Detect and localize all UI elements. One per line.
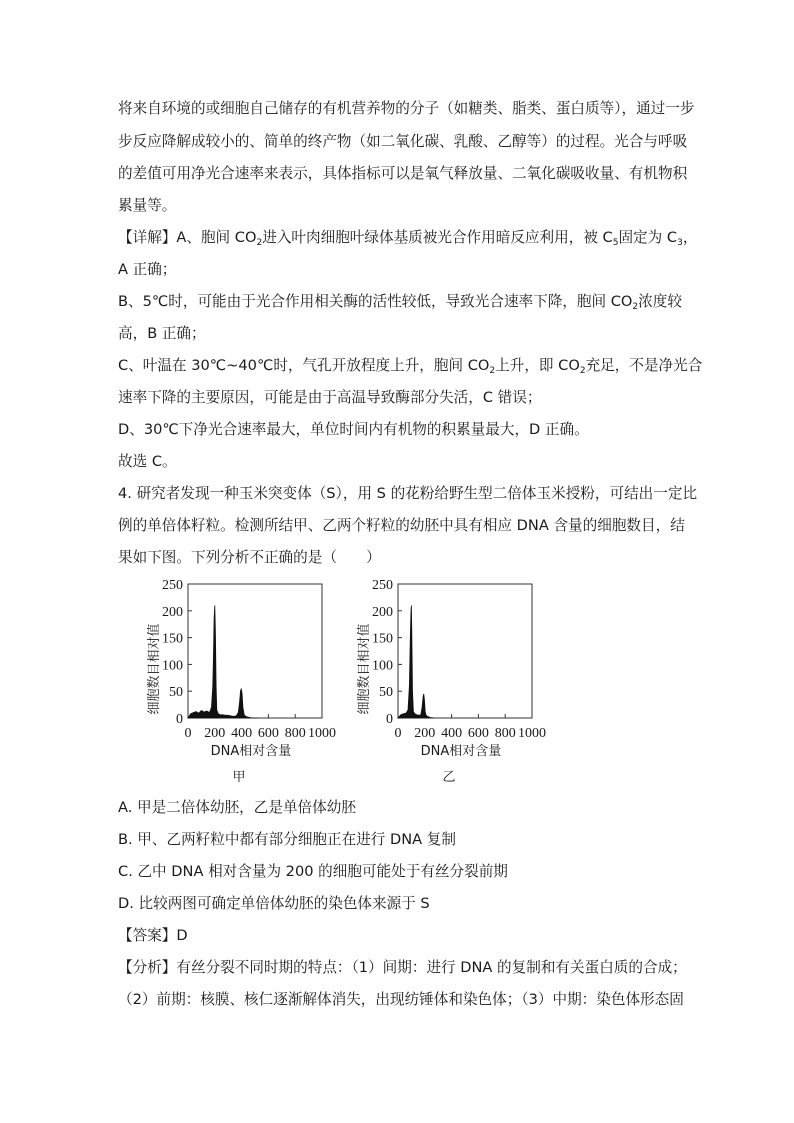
chart-jia [140,572,350,787]
analysis-line: 【分析】有丝分裂不同时期的特点：（1）间期：进行 DNA 的复制和有关蛋白质的合成； [118,959,687,976]
chart-1-caption: 乙 [442,770,456,785]
detail-option-d: D、30℃下净光合速率最大，单位时间内有机物的积累量最大，D 正确。 [118,421,589,438]
chart-0-ytick-label: 50 [169,685,183,701]
detail-option-c: C、叶温在 30℃~40℃时，气孔开放程度上升，胞间 $CO_2$上升，即 $CO_2$充足，不是净光合 [118,357,703,376]
chart-0-xtick-label: 400 [231,726,253,741]
chart-1-xtick-label: 600 [467,726,489,741]
detail-option-b-cont: 高，B 正确； [118,325,206,342]
chart-0-ytick-label: 150 [162,631,183,647]
chart-0-ytick-label: 0 [176,712,183,727]
chart-0-ytick-label: 200 [162,604,183,620]
chart-0-xtick-label: 200 [204,726,226,741]
chart-1-xtick-label: 1000 [518,726,546,741]
chart-1-xlabel: DNA相对含量 [420,744,502,759]
chart-1-xtick-label: 0 [394,726,402,741]
question-text: 果如下图。下列分析不正确的是（ ） [118,549,381,566]
analysis-line: （2）前期：核膜、核仁逐渐解体消失，出现纺锤体和染色体；（3）中期：染色体形态固 [118,991,684,1008]
detail-conclusion: 故选 C。 [118,453,177,470]
chart-1-ytick-label: 250 [372,578,393,593]
chart-1-ylabel: 细胞数目相对值 [357,623,372,715]
answer: 【答案】D [118,927,188,944]
paragraph-line: 步反应降解成较小的、简单的终产物（如二氧化碳、乳酸、乙醇等）的过程。光合与呼吸 [118,133,688,150]
chart-0-ytick-label: 250 [162,578,183,593]
chart-jia-svg [140,572,350,787]
chart-0-xtick-label: 1000 [308,726,336,741]
chart-1-xtick-label: 200 [414,726,436,741]
chart-yi-svg [350,572,560,787]
chart-1-ytick-label: 200 [372,604,393,620]
option-c: C. 乙中 DNA 相对含量为 200 的细胞可能处于有丝分裂前期 [118,863,508,880]
option-a: A. 甲是二倍体幼胚，乙是单倍体幼胚 [118,799,356,816]
chart-1-xtick-label: 800 [494,726,516,741]
chart-0-xtick-label: 800 [284,726,306,741]
chart-0-xtick-label: 0 [184,726,192,741]
paragraph-line: 累量等。 [118,197,177,214]
chart-1-frame [398,584,532,718]
chart-yi [350,572,560,787]
chart-1-ytick-label: 50 [379,685,393,701]
detail-option-c-cont: 速率下降的主要原因，可能是由于高温导致酶部分失活，C 错误； [118,389,542,406]
detail-option-b: B、5℃时，可能由于光合作用相关酶的活性较低，导致光合速率下降，胞间 $CO_2$浓度较 [118,293,682,312]
chart-1-xtick-label: 400 [441,726,463,741]
paragraph-line: 将来自环境的或细胞自己储存的有机营养物的分子（如糖类、脂类、蛋白质等），通过一步 [118,100,695,117]
option-b: B. 甲、乙两籽粒中都有部分细胞正在进行 DNA 复制 [118,831,456,848]
detail-option-a-cont: A 正确； [118,261,177,278]
chart-0-series-area [188,605,258,718]
detail-option-a: 【详解】A、胞间 $CO_2$进入叶肉细胞叶绿体基质被光合作用暗反应利用，被 $C_5$固定为 $C_3$， [118,229,698,248]
chart-1-ytick-label: 0 [386,712,393,727]
chart-0-frame [188,584,322,718]
option-d: D. 比较两图可确定单倍体幼胚的染色体来源于 S [118,895,430,912]
chart-0-ytick-label: 100 [162,658,183,674]
chart-0-ylabel: 细胞数目相对值 [147,623,162,715]
detail-label: 【详解】 [118,229,177,246]
chart-1-series-area [398,605,434,718]
chart-1-ytick-label: 100 [372,658,393,674]
chart-1-ytick-label: 150 [372,631,393,647]
chart-0-xtick-label: 600 [257,726,279,741]
paragraph-line: 的差值可用净光合速率来表示，具体指标可以是氧气释放量、二氧化碳吸收量、有机物积 [118,165,688,182]
chart-0-xlabel: DNA相对含量 [210,744,292,759]
chart-0-caption: 甲 [232,770,246,785]
question-text: 4. 研究者发现一种玉米突变体（S），用 S 的花粉给野生型二倍体玉米授粉，可结出一定比 [118,485,698,502]
question-text: 例的单倍体籽粒。检测所结甲、乙两个籽粒的幼胚中具有相应 DNA 含量的细胞数目，结 [118,517,685,534]
